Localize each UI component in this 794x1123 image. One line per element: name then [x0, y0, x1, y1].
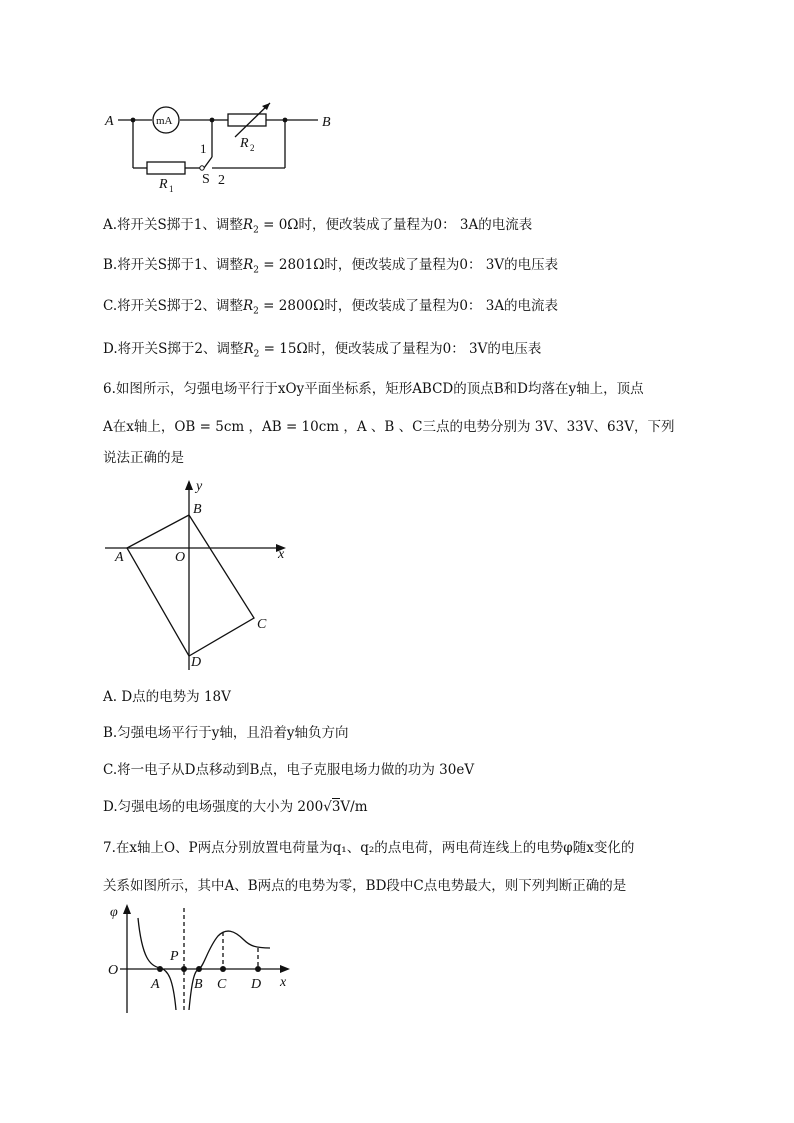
- vertex-d: D: [191, 655, 202, 670]
- q5-option-a: A.将开关S掷于1、调整$R_2 = 0\Omega$时，便改装成了量程为0： 3A的电流表: [103, 217, 533, 236]
- rectangle-figure: [100, 470, 300, 675]
- axis-x-label: x: [280, 975, 287, 990]
- q6-option-d: D.匀强电场的电场强度的大小为 200√3V/m: [103, 799, 368, 815]
- q5-option-d: D.将开关S掷于2、调整$R_2 = 15\Omega$时，便改装成了量程为0： 3V的电压表: [103, 341, 542, 360]
- terminal-b: B: [322, 115, 331, 130]
- q6-option-a: A. D点的电势为 18V: [103, 689, 231, 705]
- point-a: A: [151, 977, 160, 992]
- switch-label: S: [202, 172, 210, 187]
- origin-o: O: [175, 550, 186, 565]
- potential-graph: [100, 898, 300, 1023]
- switch-pos1: 1: [200, 141, 207, 156]
- terminal-a: A: [105, 114, 114, 129]
- point-d: D: [251, 977, 262, 992]
- point-b: B: [194, 977, 203, 992]
- r1-label: R: [159, 177, 168, 192]
- switch-pos2: 2: [218, 173, 225, 188]
- origin-label: O: [108, 963, 119, 978]
- vertex-c: C: [257, 617, 267, 632]
- q7-stem-line2: 关系如图所示，其中A、B两点的电势为零，BD段中C点电势最大，则下列判断正确的是: [103, 878, 627, 894]
- q6-stem-line3: 说法正确的是: [103, 450, 184, 466]
- q6-stem-line2: A在x轴上，OB = 5cm ，AB = 10cm ，A 、B 、C三点的电势分别为 3V、33V、63V，下列: [103, 419, 675, 435]
- vertex-b: B: [193, 502, 202, 517]
- vertex-a: A: [115, 550, 124, 565]
- q5-option-b: B.将开关S掷于1、调整$R_2 = 2801\Omega$时，便改装成了量程为0： 3V的电压表: [103, 257, 559, 276]
- r2-sub: 2: [250, 143, 255, 153]
- axis-x-label: x: [278, 547, 285, 562]
- q7-stem-line1: 7.在x轴上O、P两点分别放置电荷量为q₁、q₂的点电荷，两电荷连线上的电势φ随x变化的: [103, 840, 635, 856]
- q5-option-c: C.将开关S掷于2、调整$R_2 = 2800\Omega$时，便改装成了量程为0： 3A的电流表: [103, 298, 559, 317]
- r1-sub: 1: [169, 184, 174, 194]
- circuit-diagram: [100, 95, 350, 195]
- axis-y-label: y: [196, 479, 203, 494]
- q6-option-b: B.匀强电场平行于y轴，且沿着y轴负方向: [103, 725, 349, 741]
- point-p: P: [170, 949, 179, 964]
- q6-option-c: C.将一电子从D点移动到B点，电子克服电场力做的功为 30eV: [103, 762, 475, 778]
- q6-stem-line1: 6.如图所示，匀强电场平行于xOy平面坐标系，矩形ABCD的顶点B和D均落在y轴上，顶点: [103, 381, 644, 397]
- meter-label: mA: [156, 115, 173, 127]
- r2-label: R: [240, 136, 249, 151]
- point-c: C: [217, 977, 227, 992]
- phi-label: φ: [110, 905, 118, 920]
- sqrt-sign: √: [323, 799, 332, 815]
